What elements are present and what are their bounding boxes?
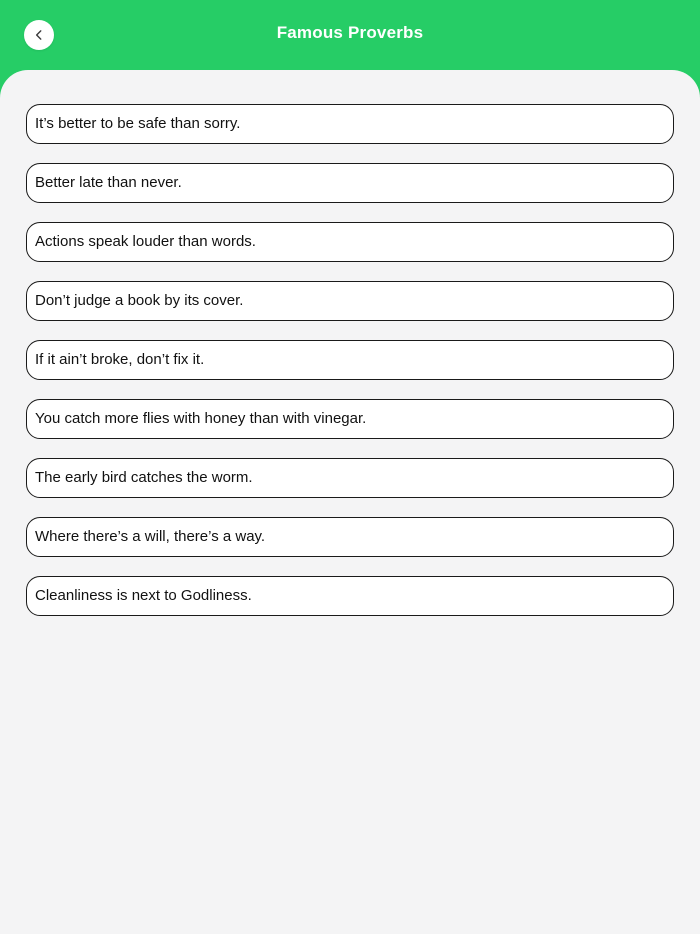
proverb-item[interactable] xyxy=(26,576,674,616)
chevron-left-icon xyxy=(32,28,46,42)
proverb-item[interactable] xyxy=(26,281,674,321)
proverb-text: Better late than never. xyxy=(35,174,182,191)
proverb-text: If it ain’t broke, don’t fix it. xyxy=(35,351,205,368)
proverb-item[interactable] xyxy=(26,222,674,262)
page-title: Famous Proverbs xyxy=(276,23,424,42)
proverb-item[interactable] xyxy=(26,399,674,439)
proverb-list xyxy=(0,104,700,616)
proverb-text: You catch more flies with honey than with vinegar. xyxy=(35,410,367,427)
proverb-item[interactable] xyxy=(26,340,674,380)
proverb-item[interactable] xyxy=(26,458,674,498)
proverb-item[interactable] xyxy=(26,104,674,144)
proverb-text: Don’t judge a book by its cover. xyxy=(35,292,244,309)
header xyxy=(0,0,700,70)
proverb-text: Cleanliness is next to Godliness. xyxy=(35,587,252,604)
proverb-text: Where there’s a will, there’s a way. xyxy=(35,528,266,545)
proverb-text: It’s better to be safe than sorry. xyxy=(35,115,241,132)
proverb-text: Actions speak louder than words. xyxy=(35,233,256,250)
content-area xyxy=(0,70,700,934)
back-button[interactable] xyxy=(24,20,54,50)
proverb-text: The early bird catches the worm. xyxy=(35,469,253,486)
proverb-item[interactable] xyxy=(26,163,674,203)
proverb-item[interactable] xyxy=(26,517,674,557)
